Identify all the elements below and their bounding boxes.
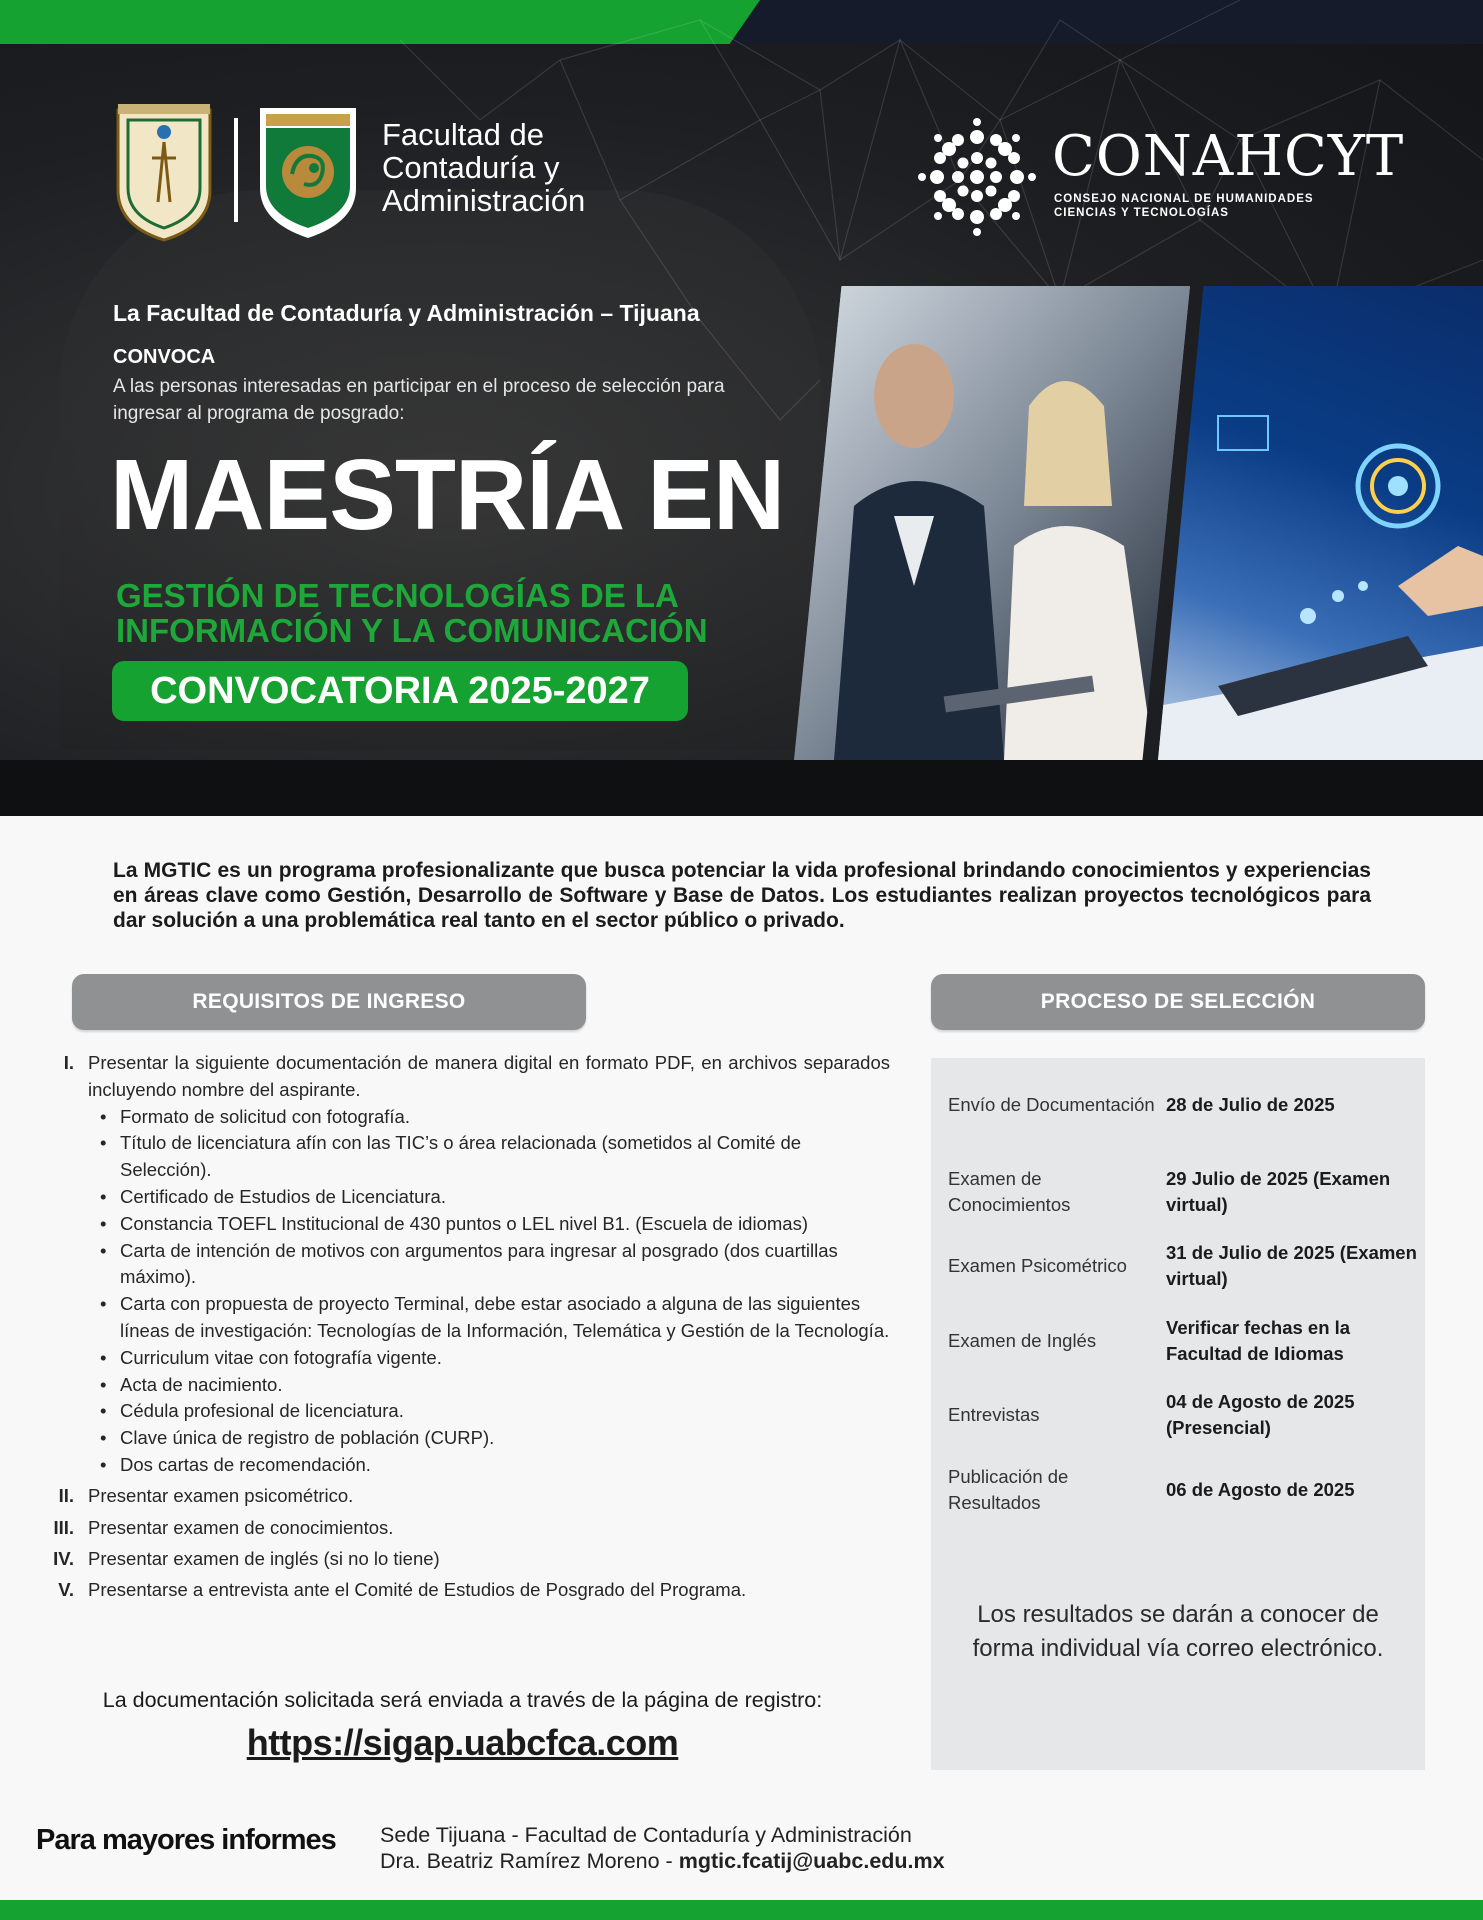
document-bullets bbox=[88, 1104, 890, 1479]
list-item: • Constancia TOEFL Institucional de 430 puntos o LEL nivel B1. (Escuela de idiomas) bbox=[88, 1211, 890, 1238]
proceso-table bbox=[931, 1058, 1425, 1770]
footer-title: Para mayores informes bbox=[36, 1824, 336, 1856]
institution-line: La Facultad de Contaduría y Administración – Tijuana bbox=[113, 300, 700, 326]
list-item: • Cédula profesional de licenciatura. bbox=[88, 1398, 890, 1425]
convoca-label: CONVOCA bbox=[113, 346, 216, 368]
proceso-header: PROCESO DE SELECCIÓN bbox=[931, 974, 1425, 1030]
table-row: Publicación de Resultados 06 de Agosto de 2025 bbox=[948, 1466, 1355, 1513]
list-item: I. Presentar la siguiente documentación de manera digital en formato PDF, en archivos separados incluyendo nombre del aspirante. bbox=[63, 1052, 890, 1100]
program-subtitle: GESTIÓN DE TECNOLOGÍAS DE LA INFORMACIÓN Y LA COMUNICACIÓN bbox=[116, 577, 708, 649]
list-item: • Certificado de Estudios de Licenciatura. bbox=[88, 1184, 890, 1211]
list-item: • Formato de solicitud con fotografía. bbox=[88, 1104, 890, 1131]
faculty-logo-text: Facultad de Contaduría y Administración bbox=[382, 117, 586, 218]
table-row: Examen de Conocimientos 29 Julio de 2025 (Examen virtual) bbox=[948, 1168, 1391, 1215]
conahcyt-dots-logo bbox=[918, 118, 1036, 236]
footer-contact: Sede Tijuana - Facultad de Contaduría y Administración Dra. Beatriz Ramírez Moreno - mgtic.fcatij@uabc.edu.mx bbox=[380, 1823, 945, 1873]
list-item: • Carta de intención de motivos con argumentos para ingresar al posgrado (dos cuartillas máximo). bbox=[88, 1238, 890, 1292]
list-item: V. Presentarse a entrevista ante el Comité de Estudios de Posgrado del Programa. bbox=[58, 1579, 747, 1601]
program-title: MAESTRÍA EN bbox=[110, 439, 785, 551]
list-item: • Curriculum vitae con fotografía vigente. bbox=[88, 1345, 890, 1372]
results-note: Los resultados se darán a conocer de forma individual vía correo electrónico. bbox=[972, 1601, 1384, 1662]
list-item: III. Presentar examen de conocimientos. bbox=[53, 1516, 394, 1538]
list-item: II. Presentar examen psicométrico. bbox=[58, 1485, 354, 1507]
conahcyt-wordmark: CONAHCYT bbox=[1052, 124, 1405, 189]
program-description: La MGTIC es un programa profesionalizante que busca potenciar la vida profesional brindando conocimientos y experiencias en áreas clave como Gestión, Desarrollo de Software y Base de Datos. Los estudiantes realizan proyectos tecnológicos para dar solución a una problemática real tanto en el sector público o privado. bbox=[113, 859, 1371, 932]
bottom-green-band bbox=[0, 1900, 1483, 1920]
list-item: • Clave única de registro de población (CURP). bbox=[88, 1425, 890, 1452]
table-row: Examen de Inglés Verificar fechas en la Facultad de Idiomas bbox=[948, 1317, 1351, 1364]
registration-link[interactable]: https://sigap.uabcfca.com bbox=[246, 1722, 679, 1763]
list-item: • Carta con propuesta de proyecto Terminal, debe estar asociado a alguna de las siguientes líneas de investigación: Tecnologías de la Información, Telemática y Gestión de la Tecnología. bbox=[88, 1291, 890, 1345]
logo-separator bbox=[234, 118, 238, 222]
table-row: Entrevistas 04 de Agosto de 2025 (Presencial) bbox=[948, 1391, 1355, 1438]
list-item: • Dos cartas de recomendación. bbox=[88, 1452, 890, 1479]
registration-instruction: La documentación solicitada será enviada a través de la página de registro: bbox=[102, 1688, 823, 1712]
technology-hand-photo bbox=[1158, 286, 1483, 760]
requisitos-header: REQUISITOS DE INGRESO bbox=[72, 974, 586, 1030]
requisitos-list bbox=[40, 1050, 890, 1604]
conahcyt-subtitle: CONSEJO NACIONAL DE HUMANIDADES CIENCIAS Y TECNOLOGÍAS bbox=[1054, 193, 1314, 219]
list-item: IV. Presentar examen de inglés (si no lo tiene) bbox=[53, 1547, 440, 1569]
business-people-photo bbox=[794, 286, 1190, 760]
contact-email[interactable]: mgtic.fcatij@uabc.edu.mx bbox=[678, 1849, 945, 1873]
table-row: Examen Psicométrico 31 de Julio de 2025 (Examen virtual) bbox=[948, 1242, 1417, 1289]
convocatoria-badge: CONVOCATORIA 2025-2027 bbox=[112, 661, 688, 721]
list-item: • Acta de nacimiento. bbox=[88, 1372, 890, 1399]
list-item: • Título de licenciatura afín con las TIC’s o área relacionada (sometidos al Comité de Selección). bbox=[88, 1130, 890, 1184]
table-row: Envío de Documentación 28 de Julio de 2025 bbox=[948, 1094, 1335, 1115]
fca-shield-logo bbox=[256, 104, 360, 240]
convoca-text: A las personas interesadas en participar en el proceso de selección para ingresar al programa de posgrado: bbox=[113, 376, 725, 424]
hero-banner bbox=[0, 0, 1483, 816]
uabc-shield-logo bbox=[112, 102, 216, 242]
hero-bottom-strip bbox=[0, 760, 1483, 816]
